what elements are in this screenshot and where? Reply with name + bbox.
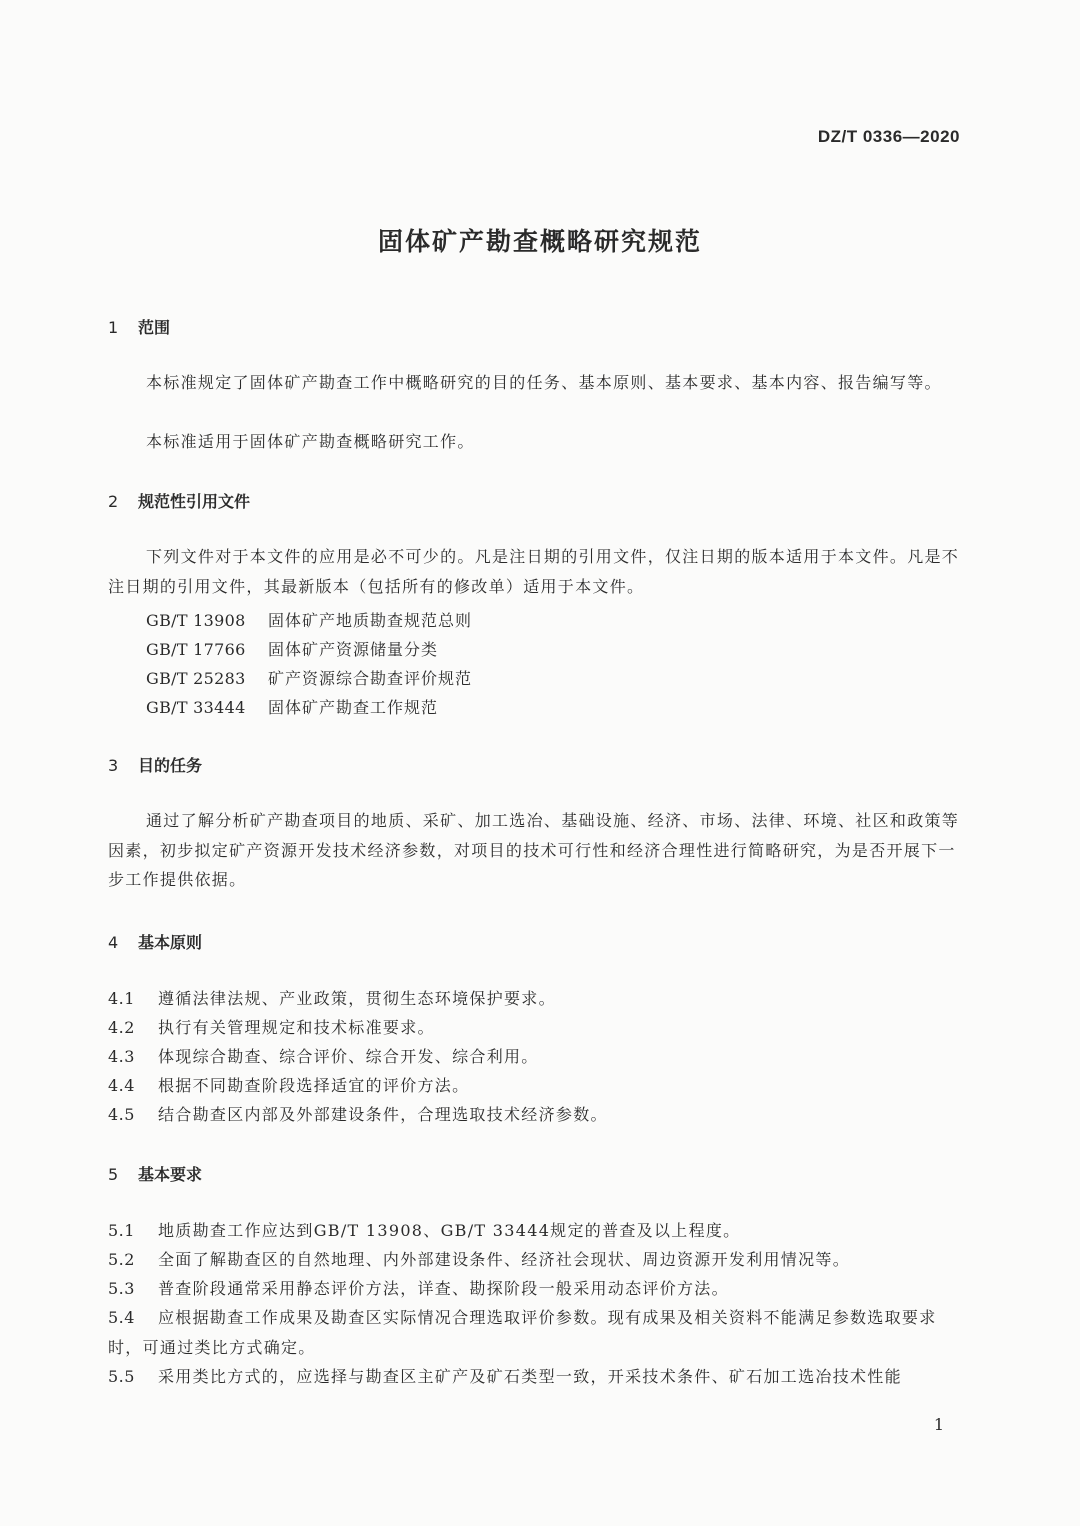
reference-item [146,666,472,689]
section-number: 4 [108,933,119,952]
item-text: 体现综合勘查、综合评价、综合开发、综合利用。 [158,1047,539,1066]
item-number: 5.3 [108,1279,135,1298]
item-number: 5.2 [108,1250,135,1269]
reference-code: GB/T 17766 [146,640,246,659]
item-text: 地质勘查工作应达到GB/T 13908、GB/T 33444规定的普查及以上程度。 [158,1221,741,1240]
principle-item [108,1042,962,1072]
section-5-heading [108,1162,202,1185]
reference-title: 固体矿产地质勘查规范总则 [268,611,473,630]
section-3-paragraph-1: 通过了解分析矿产勘查项目的地质、采矿、加工选冶、基础设施、经济、市场、法律、环境、社区和政策等因素，初步拟定矿产资源开发技术经济参数，对项目的技术可行性和经济合理性进行简略研究，为是否开展下一步工作提供依据。 [108,811,960,889]
item-number: 5.1 [108,1221,135,1240]
item-number: 4.1 [108,989,135,1008]
item-number: 4.3 [108,1047,135,1066]
requirement-item [108,1274,962,1304]
item-text: 遵循法律法规、产业政策，贯彻生态环境保护要求。 [158,989,556,1008]
principle-item [108,1071,962,1101]
item-text: 根据不同勘查阶段选择适宜的评价方法。 [158,1076,470,1095]
section-title: 规范性引用文件 [138,492,251,511]
page-number: 1 [933,1415,944,1434]
section-title: 范围 [138,318,171,337]
section-2-heading [108,489,250,512]
item-number: 4.4 [108,1076,135,1095]
requirement-item [108,1245,962,1275]
reference-item [146,695,438,718]
section-3-heading [108,753,202,776]
section-2-paragraph-1: 下列文件对于本文件的应用是必不可少的。凡是注日期的引用文件，仅注日期的版本适用于本文件。凡是不注日期的引用文件，其最新版本（包括所有的修改单）适用于本文件。 [108,547,960,596]
section-1-paragraph-1: 本标准规定了固体矿产勘查工作中概略研究的目的任务、基本原则、基本要求、基本内容、报告编写等。 [146,373,942,392]
principle-item [108,984,962,1014]
section-1-heading [108,315,170,338]
section-number: 1 [108,318,119,337]
item-text: 全面了解勘查区的自然地理、内外部建设条件、经济社会现状、周边资源开发利用情况等。 [158,1250,851,1269]
reference-title: 矿产资源综合勘查评价规范 [268,669,473,688]
requirement-item [108,1362,962,1392]
reference-title: 固体矿产勘查工作规范 [268,698,439,717]
item-text: 结合勘查区内部及外部建设条件，合理选取技术经济参数。 [158,1105,608,1124]
reference-title: 固体矿产资源储量分类 [268,640,439,659]
section-number: 3 [108,756,119,775]
section-number: 5 [108,1165,119,1184]
principle-item [108,1013,962,1043]
requirement-item [108,1216,962,1246]
item-text: 普查阶段通常采用静态评价方法，详查、勘探阶段一般采用动态评价方法。 [158,1279,729,1298]
principle-item [108,1100,962,1130]
reference-item [146,608,472,631]
requirement-item [108,1303,962,1362]
section-1-paragraph-2: 本标准适用于固体矿产勘查概略研究工作。 [146,432,475,451]
item-number: 5.5 [108,1367,135,1386]
item-text: 执行有关管理规定和技术标准要求。 [158,1018,435,1037]
section-4-heading [108,930,202,953]
standard-code: DZ/T 0336—2020 [817,127,960,146]
reference-code: GB/T 13908 [146,611,246,630]
item-number: 4.2 [108,1018,135,1037]
reference-code: GB/T 25283 [146,669,246,688]
section-title: 目的任务 [138,756,203,775]
item-text: 采用类比方式的，应选择与勘查区主矿产及矿石类型一致，开采技术条件、矿石加工选冶技术性能 [158,1367,902,1386]
reference-item [146,637,438,660]
section-title: 基本原则 [138,933,203,952]
section-title: 基本要求 [138,1165,203,1184]
section-number: 2 [108,492,119,511]
item-text: 应根据勘查工作成果及勘查区实际情况合理选取评价参数。现有成果及相关资料不能满足参数选取要求时，可通过类比方式确定。 [108,1308,937,1357]
reference-code: GB/T 33444 [146,698,246,717]
item-number: 4.5 [108,1105,135,1124]
item-number: 5.4 [108,1308,135,1327]
document-title: 固体矿产勘查概略研究规范 [377,227,702,256]
